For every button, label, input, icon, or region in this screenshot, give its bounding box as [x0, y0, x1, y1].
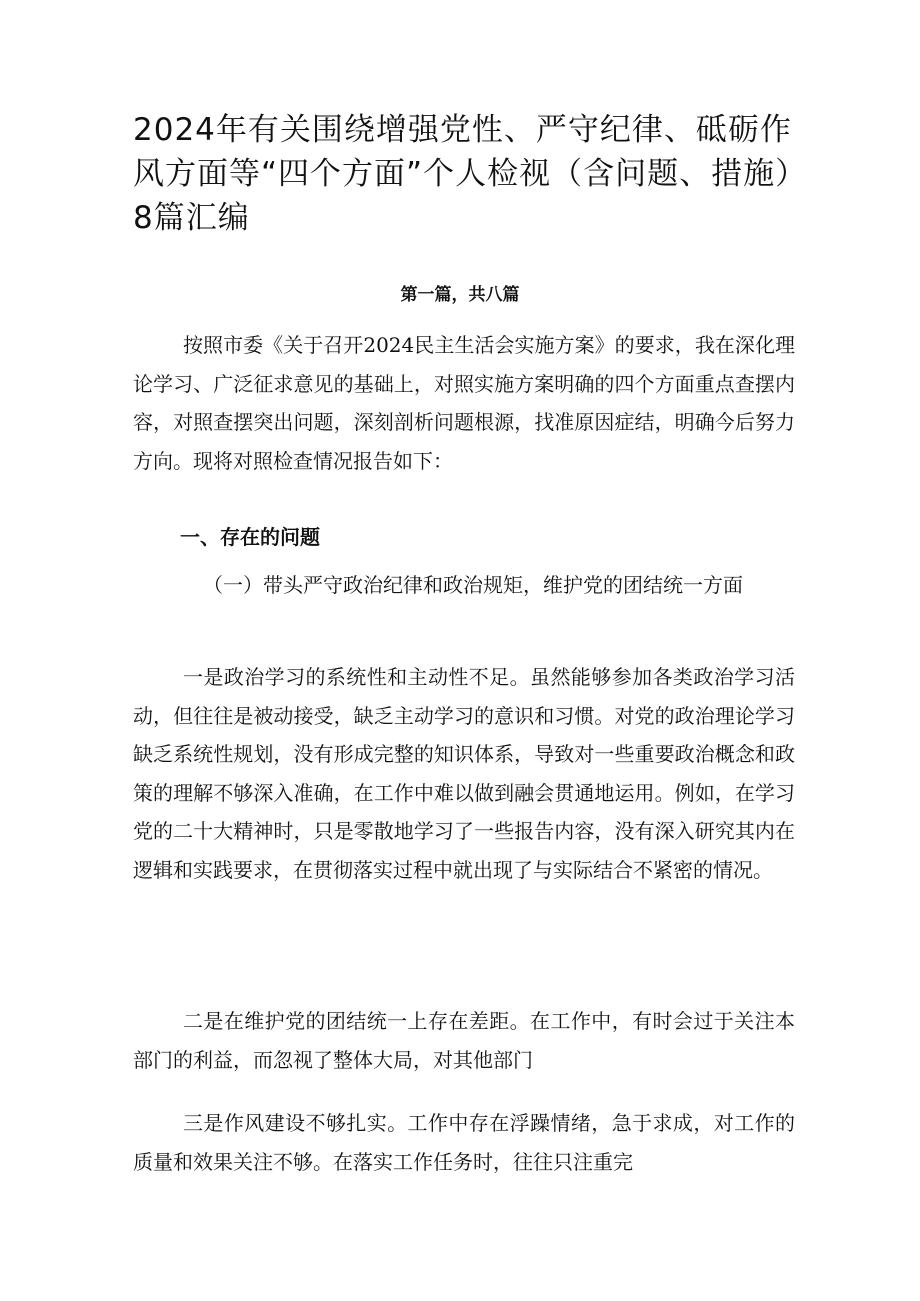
body-paragraph-3: 三是作风建设不够扎实。工作中存在浮躁情绪，急于求成，对工作的质量和效果关注不够。在落实工作任务时，往往只注重完 — [133, 1111, 795, 1174]
subsection-heading: （一）带头严守政治纪律和政治规矩，维护党的团结统一方面 — [203, 573, 743, 597]
document-subtitle: 第一篇，共八篇 — [400, 285, 520, 305]
body-paragraph-2: 二是在维护党的团结统一上存在差距。在工作中，有时会过于关注本部门的利益，而忽视了整体大局，对其他部门 — [133, 1009, 795, 1072]
section-heading: 一、存在的问题 — [180, 525, 320, 549]
body-paragraph-1: 一是政治学习的系统性和主动性不足。虽然能够参加各类政治学习活动，但往往是被动接受，缺乏主动学习的意识和习惯。对党的政治理论学习缺乏系统性规划，没有形成完整的知识体系，导致对一些重要政治概念和政策的理解不够深入准确，在工作中难以做到融会贯通地运用。例如，在学习党的二十大精神时，只是零散地学习了一些报告内容，没有深入研究其内在逻辑和实践要求，在贯彻落实过程中就出现了与实际结合不紧密的情况。 — [133, 665, 795, 882]
document-title: 2024年有关围绕增强党性、严守纪律、砥砺作风方面等“四个方面”个人检视（含问题、措施）8篇汇编 — [133, 112, 792, 236]
intro-paragraph: 按照市委《关于召开2024民主生活会实施方案》的要求，我在深化理论学习、广泛征求意见的基础上，对照实施方案明确的四个方面重点查摆内容，对照查摆突出问题，深刻剖析问题根源，找准原因症结，明确今后努力方向。现将对照检查情况报告如下： — [133, 333, 795, 473]
